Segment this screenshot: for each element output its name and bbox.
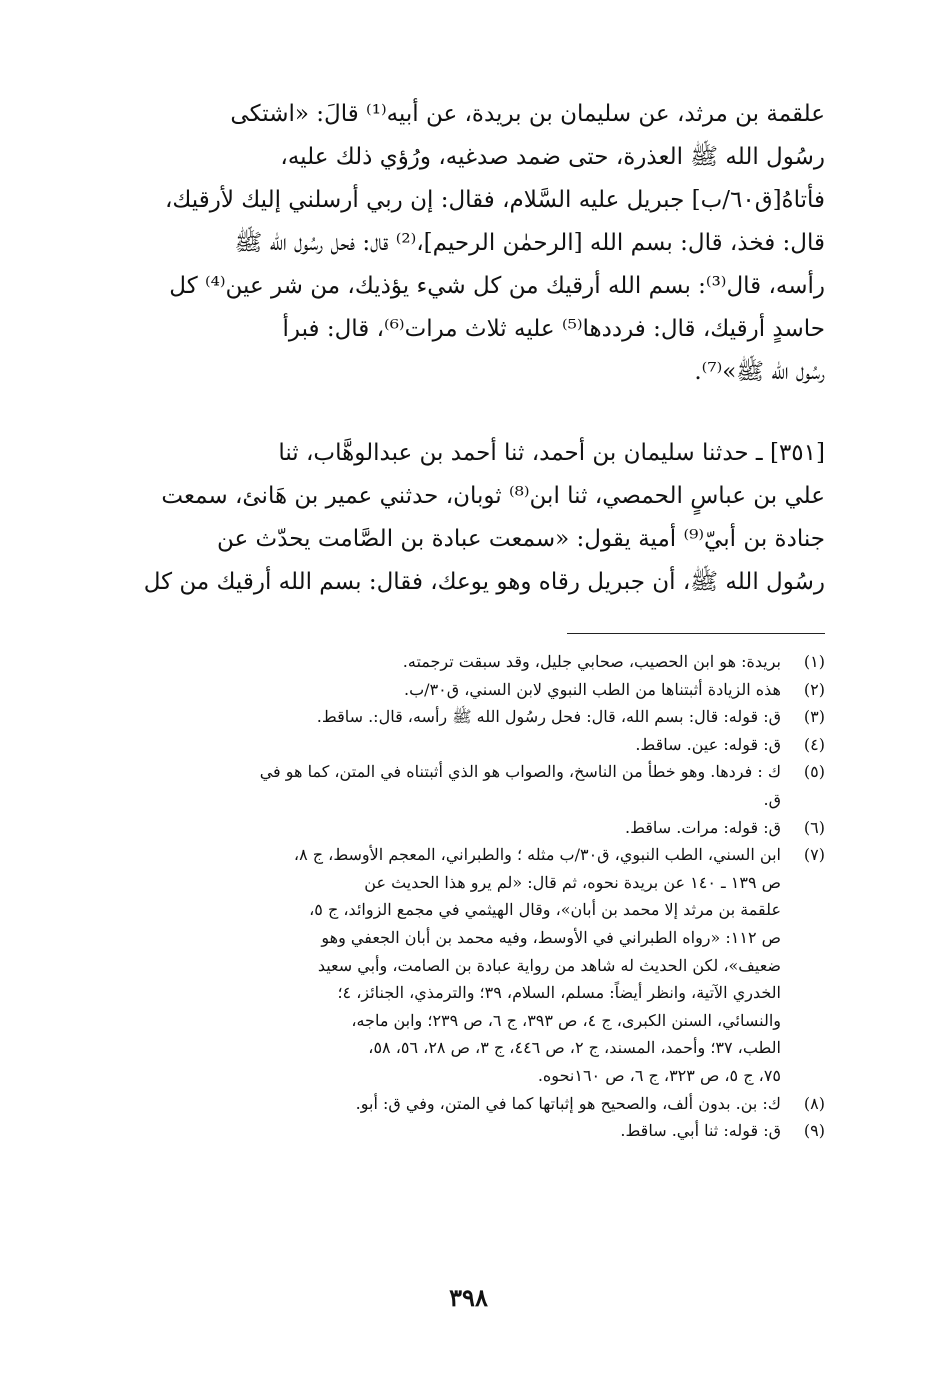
hadith-paragraph-2 [120,432,825,604]
text-line: رسُول الله ﷺ»⁽⁷⁾. [694,359,825,385]
text-line: علي بن عباسٍ الحمصي، ثنا ابن⁽⁸⁾ ثوبان، حدثني عمير بن هَانئ، سمعت [161,483,825,509]
footnote-number: (٧) [803,845,825,865]
footnote-text: الخدري الآتية، وانظر أيضاً: مسلم، السلام، ٣٩؛ والترمذي، الجنائز، ٤؛ [337,983,781,1003]
text-line: رسُول الله ﷺ، أن جبريل رقاه وهو يوعك، فقال: بسم الله أرقيك من كل [143,569,825,595]
footnote-text: ق: قوله: قال: بسم الله، قال: فحل رسُول الله ﷺ رأسه، قال:. ساقط. [316,707,781,727]
footnote-number: (١) [803,652,825,671]
footnote-3 [60,703,825,731]
footnote-text: ابن السني، الطب النبوي، ق٣٠/ب مثله ؛ والطبراني، المعجم الأوسط، ج ٨، [293,845,781,865]
footnote-5 [60,758,825,813]
footnote-divider [567,633,825,634]
footnote-text: ق: قوله: مرات. ساقط. [624,817,781,837]
footnote-6 [60,814,825,842]
footnote-text: ص ١١٢: «رواه الطبراني في الأوسط، وفيه محمد بن أبان الجعفي وهو [321,927,781,947]
footnote-number: (٦) [803,817,825,837]
footnote-number: (٢) [803,679,825,699]
footnote-number: (٥) [803,762,825,782]
footnote-text: ٧٥، ج ٥، ص ٣٢٣، ج ٦، ص ١٦٠نحوه. [537,1065,781,1085]
footnote-4 [60,731,825,759]
footnote-text: ك: بن. بدون ألف، والصحيح هو إثباتها كما في المتن، وفي ق: أبو. [355,1093,781,1113]
text-line: علقمة بن مرثد، عن سليمان بن بريدة، عن أبيه⁽¹⁾ قالَ: «اشتكى [230,101,825,127]
footnote-text: ق. [763,789,781,809]
footnote-8 [60,1090,825,1118]
footnote-text: ق: قوله: عين. ساقط. [635,734,781,754]
footnote-number: (٨) [803,1093,825,1113]
text-line: جنادة بن أبيّ⁽⁹⁾ أمية يقول: «سمعت عبادة بن الصَّامت يحدّث عن [217,526,825,552]
text-line: رسُول الله ﷺ العذرة، حتى ضمد صدغيه، ورُؤي ذلك عليه، [280,144,825,170]
footnote-text: هذه الزيادة أثبتناها من الطب النبوي لابن السني، ق٣٠/ب. [404,679,781,699]
footnote-number: (٣) [803,707,825,727]
footnote-1 [60,648,825,676]
footnote-7 [60,841,825,1089]
text-line: قال: فخذ، قال: بسم الله [الرحمٰن الرحيم]،⁽²⁾ قال: فحل رسُول الله ﷺ [234,230,825,256]
footnote-text: ق: قوله: ثنا أبي. ساقط. [620,1121,781,1141]
hadith-paragraph-1 [120,93,825,394]
text-line: فأتاهُ[ق٦٠/ب] جبريل عليه السَّلام، فقال: إن ربي أرسلني إليك لأرقيك، [165,187,825,213]
footnote-text: والنسائي، السنن الكبرى، ج ٤، ص ٣٩٣، ج ٦، ص ٢٣٩؛ وابن ماجه، [351,1010,781,1030]
text-line: حاسدٍ أرقيك، قال: فرددها⁽⁵⁾ عليه ثلاث مرات⁽⁶⁾، قال: فبرأ [282,316,825,342]
footnote-text: ص ١٣٩ ـ ١٤٠ عن بريدة نحوه، ثم قال: «لم يرو هذا الحديث عن [364,872,781,892]
footnote-number: (٤) [803,734,825,754]
footnote-9 [60,1117,825,1145]
footnote-text: الطب، ٣٧؛ وأحمد، المسند، ج ٢، ص ٤٤٦، ج ٣، ص ٢٨، ٥٦، ٥٨، [368,1038,781,1058]
text-line: رأسه، قال⁽³⁾: بسم الله أرقيك من كل شيء يؤذيك، من شر عين⁽⁴⁾ كل [169,273,825,299]
footnote-number: (٩) [803,1121,825,1141]
footnote-text: بريدة: هو ابن الحصيب، صحابي جليل، وقد سبقت ترجمته. [402,652,781,671]
text-line: [٣٥١] ـ حدثنا سليمان بن أحمد، ثنا أحمد بن عبدالوهَّاب، ثنا [278,440,825,466]
footnote-text: ك : فردها. وهو خطأ من الناسخ، والصواب هو الذي أثبتناه في المتن، كما هو في [259,762,781,782]
footnotes [60,648,825,1145]
footnote-text: علقمة بن مرثد إلا محمد بن أبان»، وقال الهيثمي في مجمع الزوائد، ج ٥، [309,900,781,920]
page-number: ٣٩٨ [449,1283,488,1312]
footnote-2 [60,676,825,704]
footnote-text: ضعيف»، لكن الحديث له شاهد من رواية عبادة بن الصامت، وأبي سعيد [317,955,781,975]
